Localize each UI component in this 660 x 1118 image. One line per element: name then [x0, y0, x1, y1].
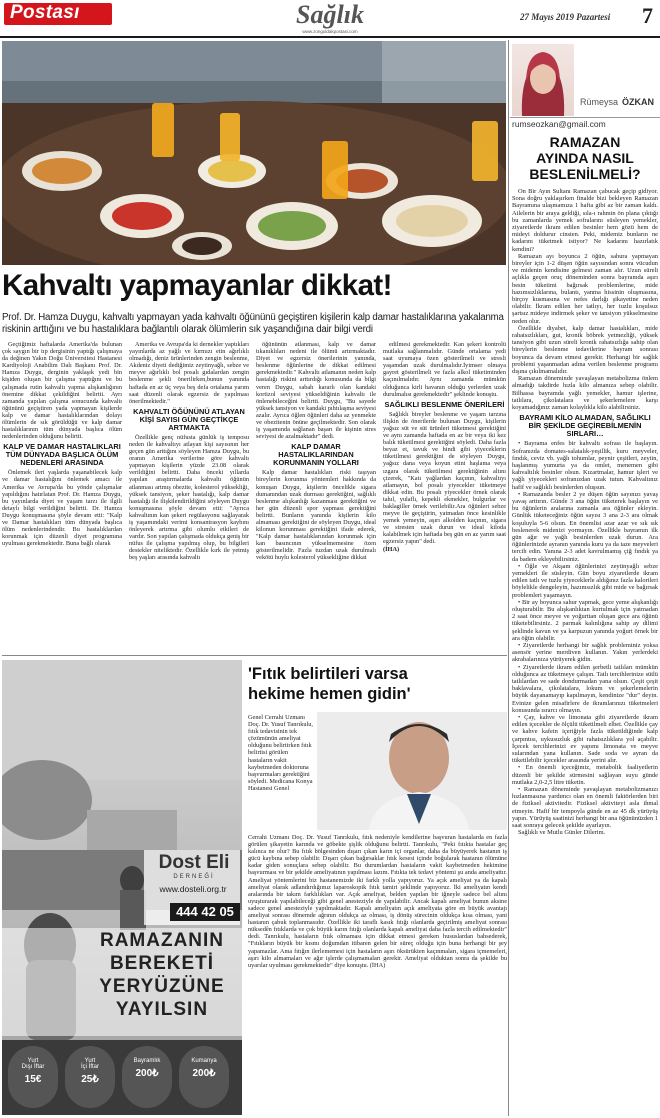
columnist-body [512, 188, 658, 1116]
main-col-4 [383, 341, 506, 651]
paragraph: edilmesi gerekmektedir. Kan şekeri kontrolü mutlaka sağlanmalıdır. Günde ortalama yedi saat uyumaya özen gösterilmeli ve stresli yaşamdan uzak durulmalıdır.İyimser olmaya gayret gösterilmeli ve fazla alkol tüketiminden kaçınılmalıdır. Aynı zamanda mümkün olduğunca kirli havanın olduğu yerlerden uzak durulmalısı gerekmektedir" şeklinde konuştu. [383, 341, 506, 398]
paragraph: • Bir ay boyunca sahur yapmak, gece yeme alışkanlığı oluşturabilir. Bu alışkanlıktan kurtulmak için yatmadan 2 saat önce meyve ve yoğurttan oluşan gece ara öğünü tüketebilirsiniz. 2 parmak kalınlığına sahip ay dilimi şeklinde kavun ve ya karpuzun yanında yoğurt örnek bir ara öğün olabilir. [512, 598, 658, 642]
breakfast-photo [2, 41, 506, 265]
ad-badge[interactable] [122, 1046, 172, 1108]
paragraph: Ramazan döneminde yavaşlayan metabolizma önlem almadığı takdirde hızla kilo almanıza sebep olabilir. Bilhassa bayramda yağlı yemekler, hamur işlerine, tatlılara, çikolatalara ve şekerlemelere karşı koyamadığınız zaman kolaylıkla kilo alabilirsiniz. [512, 375, 658, 412]
subheading: KALP VE DAMAR HASTALIKLARI TÜM DÜNYADA BAŞLICA ÖLÜM NEDENLERİ ARASINDA [3, 442, 121, 468]
issue-date: 27 Mayıs 2019 Pazartesi [520, 12, 611, 22]
main-headline: Kahvaltı yapmayanlar dikkat! [2, 269, 392, 302]
ad-website[interactable]: www.dosteli.org.tr [159, 884, 227, 894]
masthead [0, 0, 660, 38]
paper-name: Postası [10, 2, 80, 23]
paragraph: • Ziyaretlerde herhangi bir sağlık probleminiz yoksa asensör yerine merdiven kullanın. Yakın yerlerdeki akrabalarınıza yürüyerek gidin. [512, 641, 658, 664]
paragraph: Kalp damar hastalıkları riski taşıyan bireylerin korunma yöntemleri hakkında da konuşan Duygu, kişilerin öncelikle sigara dumanından uzak durması gerektiğini, sağlıklı beslenme alışkanlığı kazanması gerektiğini ve her gün düzenli spor yapması gerektiğini belirtti. Bunların yanında kişilerin kilo almaması gerektiğini de söyleyen Duygu, ideal kilonun korunması gerektiğini ifade ederek, "Kalp damar hastalıklarından korunmak için kan basıncının yükselmemesine özen gösterilmelidir. Fazla tuzdan uzak durulmalı vekötü huylu kolesterol yüksekliğine dikkat [256, 469, 376, 562]
badge-label-2: Dışı İftar [21, 1064, 45, 1070]
charity-ad[interactable] [2, 660, 242, 1115]
columnist-title-1: RAMAZAN [549, 134, 621, 150]
main-col-2 [129, 341, 249, 651]
main-subheadline: Prof. Dr. Hamza Duygu, kahvaltı yapmayan yada kahvaltı öğününü geçiştiren kişilerin kalp damar hastalıklarına yakalanma riskinin arttığını ve bu hastalıklara bağlantılı olarak ölümlerin sık yaşandığına dair bilgi verdi [2, 312, 504, 335]
paragraph: Sağlıklı bireyler beslenme ve yaşam tarzına ilişkin de önerilerde bulunan Duygu, kişilerin yağsız süt ve süt ürünleri tüketmesi gerektiğini ve aynı zamanda haftada en az bir veya iki kez balık tüketilmesi gerektiğini söyledi. Daha fazla beyaz et, tavuk ve hindi gibi yiyeceklerin tüketilmesi gerektiğini de söyleyen Duygu, yağsız dana veya koyun etini haşlama veya ızgara olarak tüketilmesi gerektiğinin altını çizerek, "Katı yağlardan kaçının, kahvaltıyı atlamayın, bol posalı yiyecekler tüketmeye dikkat edin. Bu posalı yiyecekler örnek olarak tahıl, yulaflı, kepekli ekmekler, bulgurlar ve baklagiller örnek verilebilir.Ara öğünleri sebze meyve ile geçiştirin, yatmadan önce kesinlikle yemek yemeyin, aşırı alkolden kaçının, sigara ve stresten uzak durun ve ideal kiloda kalabilmek için haftada beş gün en az yarım saat egzersiz yapın" dedi. [383, 410, 506, 546]
ad-phone[interactable]: 444 42 05 [176, 904, 234, 919]
paragraph: • Bayrama enfes bir kahvaltı sofrası ile başlayın. Sofranızda domates-salatalık-yeşillik, kuru meyveler, fındık, ceviz vb. yağlı tohumlar, peynir çeşitleri, zeytin, haşlanmış yumurta ya da omlet, menemen gibi kahvaltılık besinler olsun. Kızartmalar, hamur işleri ve yağlı yiyecekleri sofranızdan uzak tutun. Kahvaltınız hafif ve sağlıklı besinlerden oluşsun. [512, 440, 658, 491]
ad-slogan-4: YAYILSIN [115, 999, 209, 1020]
ad-badge[interactable] [8, 1046, 58, 1108]
subheading: SAĞLIKLI BESLENME ÖNERİLERİ [384, 399, 505, 409]
main-col-1 [2, 341, 122, 651]
badge-label-2: Kumanya [191, 1058, 217, 1064]
paragraph: On Bir Ayın Sultanı Ramazan çabucak geçip gidiyor. Sona doğru yaklaşırken finalde bizi bekleyen Ramazan Bayramına ulaşmamıza 1 hafta gibi az bir zaman kaldı. Ailelerin bir araya geldiği, sıla-ı rahmin ön plana çıktığı bu zamanlarda yemek sofralarını süsleyen yemekler, ziyaretlerde ikram edilen besinler hem gözü hem de mideyi doldurur cinsten. Peki, midemiz bunların ne kadarını tüketmek istiyor? Ne kadarını hazırlatık kendini? [512, 188, 658, 253]
paragraph: • Ramazanda besler 2 ye düşen öğün sayınızı yavaş yavaş arttırın. Günde 3 ana öğün tüketerek başlayın ve bu öğünlerin aralarına zamanla ara öğünler ekleyin. Günlük tüketeceğiniz öğün sayısı 3 ana 2-3 ara olmak koşuluyla 5-6 olsun. En önemlisi azar azar ve sık sık beslenerek midenizi yormayın. Özellikle bayramın ilk gün ağır ve yağlı besinlerden uzak durun. Ara öğünlerinizde ayranın yanında kuru ya da taze meyveleri tercih edin. Yanına 2-3 adet kavrulmamış çiğ fındık ya da badem ekleyebilirsiniz. [512, 490, 658, 563]
section-divider [2, 655, 507, 656]
columnist-title-3: BESLENİLMELİ? [529, 166, 641, 182]
badge-label-2: İçi İftar [80, 1064, 99, 1070]
badge-label-1: Yurt [84, 1058, 96, 1064]
subheading: KAHVALTI ÖĞÜNÜNÜ ATLAYAN KİŞİ SAYISI GÜN GEÇTİKÇE ARTMAKTA [133, 406, 245, 432]
paragraph: Önlemek ileri yaşlarda yaşanabilecek kalp ve damar hastalığını önlemek amacı ile Amerika ve Avrupa'da bu yönde çalışmalar yapıldığını hatırlatan Prof. Dr. Hamza Duygu, bu yayınlarda diyet ve yaşam tarzı ile ilgili detaylı bilgi verildiğini belirtti. Dr. Hamza Duygu konuşmasına şöyle devam etti: "Kalp ve Damar hastalıkları tüm dünyada başlıca ölüm nedenlerindendir. Bu hastalıklardan korunmak için düzenli diyet programına uyulması gerekmektedir. Buna bağlı olarak [2, 469, 122, 548]
paragraph: • Çay, kahve ve limonata gibi ziyaretlerde ikram edilen içecekler de ölçülü tüketilmeli elbet. Özellikle çay ve kahve kafein içeriğiyle fazla tüketildiğinde kalp çarpıntısı, uykusuzluk gibi rahatsızlıklara yol açabilir. İçecek tercihlerinizi ev yapımı limonata ve meyve sularından yana kullanın. Sade soda ve ayran da tüketilebilir içecekler arasında yerini alır. [512, 714, 658, 765]
ad-slogan-2: BEREKETİ [109, 953, 215, 974]
source-tag: (İHA) [383, 545, 400, 553]
article2-intro: Genel Cerrahi Uzmanı Doç. Dr. Yusuf Tanrıkulu, fıtık tedavisinin tek çözümünün ameliyat olduğunu belirtirken fıtık belirtisi görülen hastaların vakit kaybetmeden doktoruna başvurmaları gerektiğini söyledi. Medicana Konya Hastanesi Genel [248, 714, 313, 792]
columnist-name-first: Rümeysa [580, 97, 619, 107]
article2-headline-1: 'Fıtık belirtileri varsa [248, 665, 408, 683]
article2-headline-2: hekime hemen gidin' [248, 685, 411, 703]
ad-slogan-3: YERYÜZÜNE [99, 976, 225, 997]
badge-label-1: Yurt [27, 1058, 39, 1064]
subheading: BAYRAMI KİLO ALMADAN, SAĞLIKLI BİR ŞEKİLDE GEÇİREBİLMENİN SIRLARI… [519, 413, 651, 439]
subheading: KALP DAMAR HASTALIKLARINDAN KORUNMANIN YOLLARI [273, 442, 359, 468]
ad-org-sub: DERNEĞİ [173, 874, 215, 880]
paragraph: öğününün atlanması, kalp ve damar tıkanıklıları nedeni ile ölümü artırmaktadır. Diyet ve egzersiz önerilerinin yanında, beslenme öğünlerine de dikkat edilmesi gerekmektedir." Kahvaltı atlamanın neden kalp hastalığı riskini arttırdığı konusunda da bilgi veren Duygu, sabah kararlı olan kandaki kortizol seviyesi yükseldiğinin kahvaltı ile önlenebileceğini belirtti. Duygu, "Bu sayede yüksek tansiyon ve kandaki pıhtılaşma seviyesi azalır. Ayrıca öğlen öğünleri daha az yenmekte ve obezitenin önüne geçilmektedir. Son olarak iş yaşamında sağlanan başarı ile kişinin stres seviyesi de azalmaktadır" dedi. [256, 341, 376, 441]
main-col-3 [256, 341, 376, 651]
columnist-title-2: AYINDA NASIL [536, 150, 634, 166]
ad-badge[interactable] [65, 1046, 115, 1108]
paragraph: Sağlıklı ve Mutlu Günler Dilerim. [518, 829, 606, 837]
paragraph: Özellikle genç nüfusta günlük iş temposu neden ile kahvaltıyı atlayan kişi sayısının her geçen gün arttığını söyleyen Hamza Duygu, bu oranın Amerika verilerine göre kahvaltı yapmayan kişilerin yüzde 23.08 olarak verildiğini belirtti. Daha önceki yıllarda yapılan araştırmalarda kahvaltı öğünün atlanması artmış obezite, kolesterol yüksekliği, yüksek tansiyon, şeker hastalığı, kalp damar hastalığı ile ilişkilendirildiğini söyleyen Duygu konuşmasına şöyle devam etti: "Ayrıca kahvaltının kan şekeri regülasyonu sağlayarak iş yaşamındaki verimi konsantrasyon kaybını önleyerek artırma gibi olumlu etkileri de vardır. Son yapılan çalışmada oldukça geniş bir nüfus ile çalışma yapılmış olup, bu bilgileri destekler niteliktedir. Özellikle kırk ile yetmiş beş yaşları arasında kahvaltı [129, 433, 249, 562]
badge-price: 200₺ [192, 1068, 216, 1079]
doctor-photo [317, 712, 507, 830]
paragraph: • Öğle ve Akşam öğünlerinizi zeytinyağlı sebze yemekleri ile süsleyin. Gün boyu ziyaretlerde ikram edilen tatlı ve tuzlu yiyeceklerle aldığınız fazla kalorileri böylelikle dengeleyin, hazımsızlık gibi mide ve bağırsak problemleri yaşamayın. [512, 562, 658, 599]
page-number: 7 [642, 3, 653, 28]
section-title: Sağlık [296, 0, 364, 29]
badge-price: 15€ [24, 1074, 42, 1085]
columnist-name-last: ÖZKAN [622, 97, 654, 107]
paragraph: Amerika ve Avrupa'da ki dernekler yaptıkları yayınlarda az yağlı ve kırmızı etin ağırlıklı olmadığı, deniz ürünlerinden zengin beslenme, Akdeniz diyeti dediğimiz zeytinyağlı, sebze ve meyve ağırlıklı bol posalı gıdalardan zengin beslenme şekli önerilirken,bunun yanında haftada en az üç veya beş defa ortalama yarım saat düzenli olarak egzersiz de yapılması önerilmektedir." [129, 341, 249, 405]
site-url[interactable]: www.zonguldakpostasi.com [302, 29, 358, 34]
badge-label-2: Bayramlık [133, 1058, 161, 1064]
paragraph: • En önemli içeceğimiz, metabolik faaliyetlerin düzenli bir şekilde sürmesini sağlayan suyu günde mutlaka 2,0-2,5 litre tüketin. [512, 764, 658, 786]
paragraph: Ramazan ayı boyunca 2 öğün, sahura yapmayan bireyler için 1-2 düşen öğün sayısından sonra vücudun ve midenin kendisine gelmesi zaman alır. Uzun süreli açlıkla geçen oruç döneminden sonra bayramda aşırı besin tüketimi bağırsak problemlerine, mide hazımsızlıklarına, bulantı, yanma hissinin oluşmasına, birçoy kusmasına ve nefes darlığı şikayetine neden olabilir. İkram edilen her tatlıyı, her tuzlu koşulsuz şartsız mideye indirmek şeker ve tansiyon yükselmesine neden olur. [512, 252, 658, 325]
columnist-email[interactable]: rumseozkan@gmail.com [512, 119, 606, 129]
paragraph: • Ramazan döneminde yavaşlayan metabolizmanızı hızlanmasına yardımcı olan en önemli faktörlerden biri de fiziksel aktivitedir. Fiziksel aktiviteyi asla ihmal etmeyin. Hafif bir tempoyla günde en az 45 dk yürüyüş yapın. Yürüyüş saatinizi herhangi bir ana öğününüzden 1 saat sonraya gelecek şekilde ayarlayın. [512, 786, 658, 830]
columnist-box [510, 40, 660, 118]
avatar [512, 44, 574, 116]
badge-price: 200₺ [135, 1068, 159, 1079]
paragraph: Geçtiğimiz haftalarda Amerika'da bulunan çok saygın bir tıp dergisinin yaptığı çalışmaya da değinen Yakın Doğu Üniversitesi Hastanesi Kardiyoloji Anabilim Dalı Başkanı Prof. Dr. Hamza Duygu, derginin yaklaşık yedi bin kişiden oluşan bir çalışma yaptığını ve bu çalışmada rutin kahvaltı yapma alışkanlığının önemine dikkat çekildiğini belirtti. Ayrı zamanda yapılan çalışma sonucunda kahvaltı öğününü geçiştiren yada yapmayan kişilerde kalp ve damar hastalıklarından dolayı ölümlerin de sık görüldüğü ve kalp damar hastalıklarının tüm dünyada başlıca ölüm nedenlerinden olduğunu belirtti. [2, 341, 122, 441]
badge-price: 25₺ [81, 1074, 99, 1085]
paragraph: Özellikle diyabet, kalp damar hastalıkları, mide rahatsızlıkları, gut, kronik böbrek yetmezliği, yüksek tansiyon gibi uzun süreli kronik rahatsızlığa sahip olan bireylerin beslenme tedavilerine bayram sonrası boyunca da devam etmesi gerekir. Herhangi bir sağlık problemi yaşanmadan adına verilen beslenme programı dışına çıkılmamalıdır. [512, 324, 658, 376]
ad-badge[interactable] [179, 1046, 229, 1108]
column-divider [508, 40, 509, 1116]
ad-slogan-1: RAMAZANIN [99, 930, 225, 951]
ad-org: Dost Eli [158, 852, 230, 873]
article2-body: Cerrahi Uzmanı Doç. Dr. Yusuf Tanrıkulu, fıtık nedeniyle kendilerine başvuran hastalarda en fazla görülen şikayetin karında ve göbekte şişlik olduğunu belirtti. Tanrıkulu, "Peki fıtıkta hastalar geç kalınca ne olur? Bu fıtık bölgesinden dışarı çıkan karın içi organlar, daha da büyüyerek hastanın iş gücü kaybına sebep olabilir. Dışarı çıkan bağırsaklar fıtık kesesi içinde boğularak hastanın ölümüne kadar giden sonuçlara sebep olabilir. Bu durumlardan hastaların vakit kaybetmeden hekimine başvurması ve bir şekilde ameliyatının yapılması lazım. Fıtıkta tek tedavi yöntemi şu anda ameliyattır. Ameliyat yöntemlerini biz hastanemizde iki farklı yolla yapıyoruz. Ya açık ameliyat ya da kapalı ameliyat olarak adlandırdığımız laparoskopik fıtık tamiri şeklinde yapıyoruz. İki ameliyatın kendi aralarında bir takım farklılıkları var. Açık ameliyat, belden yapılan bir iğneyle sadece bel altını uyuşturarak yapılabileceği gibi genel anesteziyle de yapılabilir. Ancak kapalı ameliyat bunun aksine sadece genel anesteziyle yapılmaktadır. Kapalı ameliyatın açık ameliyata göre en büyük avantajı ameliyat sonrası dönemde ağrının oldukça az olması, iş dönüş sürecinin oldukça kısa olması, yani hastanın çabuk toplanmasıdır. Özellikle iki taraflı kasık fıtığı olanlarda geçirilmiş ameliyat sonrası nüksedên fıtıklarda ve çok büyük karın fıtığı olanlarda kapalı ameliyat daha fazla tercih edilmektedir" dedi. Tanrıkulu, hastaların fıtık olmaması için dikkat etmesi gereken hususlardan bahsederek, "Fıtıkların büyük bir kısmı doğumdan itibaren gelen bir süreç olduğu için buna herhangi bir şey yapamazlar. Ama fıtığın ilerlememesi için hastaların aşırı öksürükten kaçınmaları, sigara içmemeleri, aşırı kilo almamaları ve ağır işlerde çalışmamaları gerekir. Ameliyat olduktan sonra da şekilde bu uyarılar uyulması gerekmektedir" diye konuştu. (İHA) [248, 834, 507, 969]
paragraph: • Ziyaretlerde ikram edilen şerbetli tatlıları mümkün olduğunca az tüketmeye çalışın. Tatlı tercihlerinize sütlü tatlılardan ve sade dondurmadan yana olsun. Çeşit çeşit baklavalara, çikolatalara, lokum ve şekerlemelerin büyük dayanamayıp kapılmayın, kendinize "dur" deyin. Evinize gelen misafirlere de ikramlarınızı tüketmeleri konusunda ısrarcı olmayın. [512, 663, 658, 714]
